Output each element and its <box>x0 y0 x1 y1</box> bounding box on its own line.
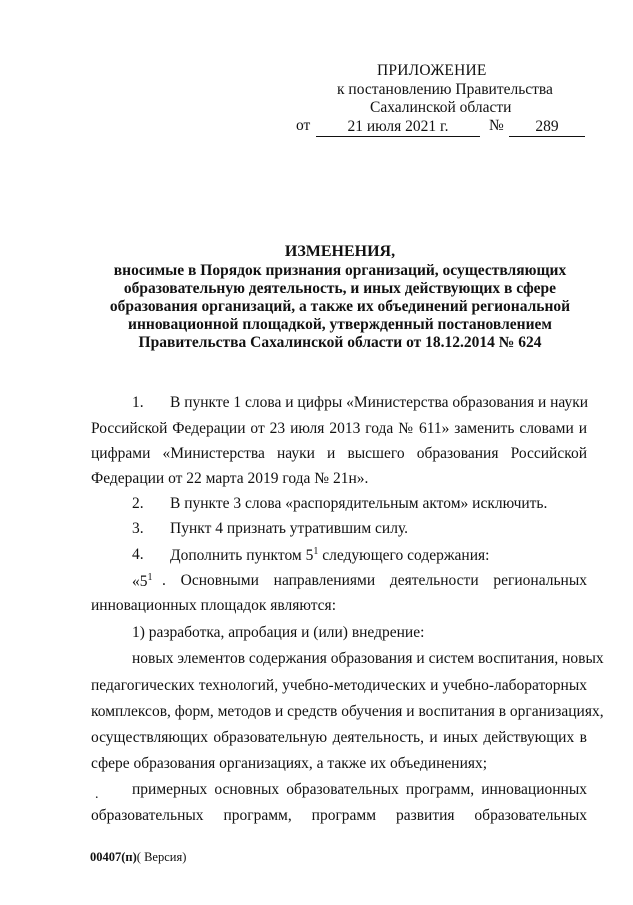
subitem-1a-line: комплексов, форм, методов и средств обучения и воспитания в организациях, <box>91 703 604 720</box>
heading-line: вносимые в Порядок признания организаций, осуществляющих <box>113 262 567 279</box>
item-number: 4. <box>132 546 144 563</box>
item-1-line: В пункте 1 слова и цифры «Министерства образования и науки <box>170 394 589 411</box>
point-5-1-line: . Основными направлениями деятельности региональных <box>162 572 587 589</box>
stray-dot-mark: . <box>95 787 99 802</box>
item-1-line: Федерации от 22 марта 2019 года № 21н». <box>91 470 369 487</box>
superscript: 1 <box>147 572 153 583</box>
heading-line: образования организаций, а также их объединений региональной <box>109 298 571 315</box>
heading-line: инновационной площадкой, утвержденный постановлением <box>128 316 552 333</box>
subitem-1a-line: сфере образования организациях, а также их объединениях; <box>91 755 488 772</box>
item-3-text: Пункт 4 признать утратившим силу. <box>170 520 409 537</box>
item-4-text-a: Дополнить пунктом 5 <box>170 547 314 565</box>
document-code: 00407(п) <box>90 850 137 864</box>
item-number: 3. <box>132 520 144 537</box>
superscript: 1 <box>313 546 319 557</box>
point-5-1-open <box>132 572 153 591</box>
item-number: 1. <box>132 394 144 411</box>
resolution-number: 289 <box>509 117 585 137</box>
appendix-line-3: Сахалинской области <box>370 99 512 116</box>
document-code-footer <box>90 850 186 865</box>
subitem-1a-line: новых элементов содержания образования и систем воспитания, новых <box>132 650 604 667</box>
from-label: от <box>296 117 311 134</box>
subitem-1b-line: образовательных программ, программ развития образовательных <box>91 807 587 824</box>
item-number: 2. <box>132 495 144 512</box>
version-label: ( Версия) <box>136 850 187 864</box>
appendix-line-2: к постановлению Правительства <box>337 81 553 98</box>
subitem-1a-line: осуществляющих образовательную деятельность, и иных действующих в <box>91 729 587 746</box>
item-4-text <box>170 546 489 565</box>
heading-line: Правительства Сахалинской области от 18.12.2014 № 624 <box>138 334 542 351</box>
subitem-1: 1) разработка, апробация и (или) внедрение: <box>132 624 425 641</box>
item-2-text: В пункте 3 слова «распорядительным актом» исключить. <box>170 495 548 512</box>
number-label: № <box>489 117 504 134</box>
quote-open: «5 <box>132 573 148 591</box>
item-1-line: цифрами «Министерства науки и высшего образования Российской <box>91 445 587 462</box>
document-heading: ИЗМЕНЕНИЯ, <box>284 243 396 260</box>
point-5-1-line: инновационных площадок являются: <box>91 597 336 614</box>
item-1-line: Российской Федерации от 23 июля 2013 года № 611» заменить словами и <box>91 420 587 437</box>
heading-line: образовательную деятельность, и иных действующих в сфере <box>123 280 557 297</box>
appendix-title: ПРИЛОЖЕНИЕ <box>377 62 487 79</box>
subitem-1a-line: педагогических технологий, учебно-методических и учебно-лабораторных <box>91 677 587 694</box>
item-4-text-b: следующего содержания: <box>318 547 490 565</box>
resolution-date: 21 июля 2021 г. <box>316 117 480 137</box>
subitem-1b-line: примерных основных образовательных программ, инновационных <box>132 781 587 798</box>
